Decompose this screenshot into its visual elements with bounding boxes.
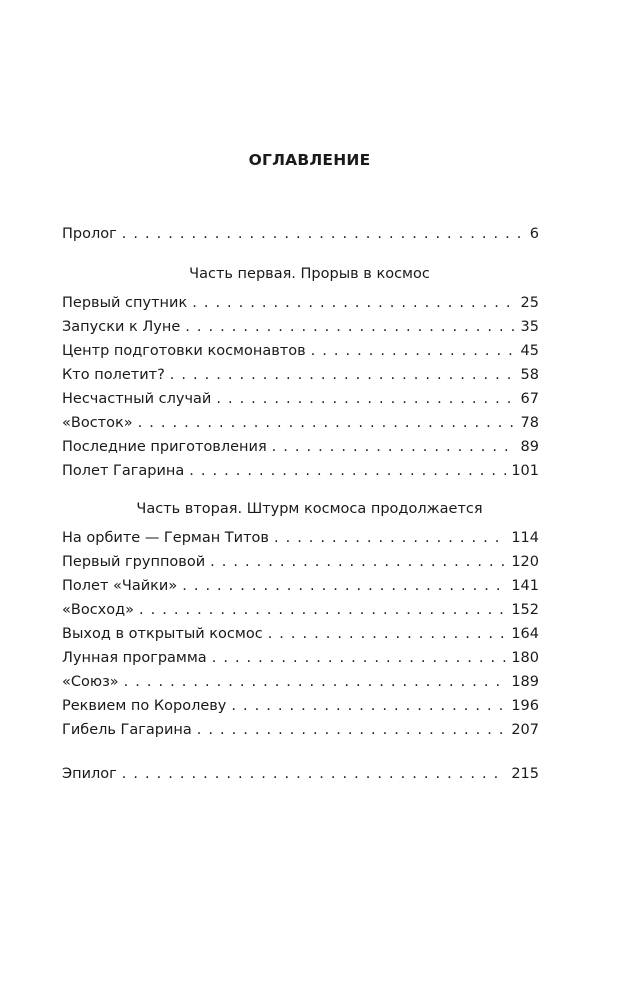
- dot-leader: [122, 222, 525, 246]
- entry-label: На орбите — Герман Титов: [62, 530, 269, 546]
- toc-entry[interactable]: [62, 339, 539, 363]
- entry-label: Лунная программа: [62, 650, 207, 666]
- entry-page-number: 101: [511, 463, 539, 479]
- entry-page-number: 207: [511, 722, 539, 738]
- dot-leader: [192, 291, 515, 315]
- dot-leader: [216, 387, 515, 411]
- dot-leader: [122, 762, 507, 786]
- dot-leader: [212, 646, 507, 670]
- entry-page-number: 215: [511, 766, 539, 782]
- entry-page-number: 120: [511, 554, 539, 570]
- dot-leader: [182, 574, 506, 598]
- dot-leader: [197, 718, 507, 742]
- toc-entry[interactable]: [62, 387, 539, 411]
- toc-entry[interactable]: [62, 598, 539, 622]
- entry-label: Первый спутник: [62, 295, 188, 311]
- dot-leader: [210, 550, 506, 574]
- entry-label: Последние приготовления: [62, 439, 267, 455]
- part-heading-2: Часть вторая. Штурм космоса продолжается: [136, 501, 483, 517]
- toc-entry-prologue[interactable]: [62, 222, 539, 246]
- entry-label: Реквием по Королеву: [62, 698, 227, 714]
- toc-entry[interactable]: [62, 526, 539, 550]
- dot-leader: [138, 411, 516, 435]
- entry-label: Запуски к Луне: [62, 319, 181, 335]
- toc-entry[interactable]: [62, 718, 539, 742]
- dot-leader: [231, 694, 506, 718]
- entry-label: Полет «Чайки»: [62, 578, 178, 594]
- entry-label: Гибель Гагарина: [62, 722, 192, 738]
- entry-label: Кто полетит?: [62, 367, 165, 383]
- entry-label: Выход в открытый космос: [62, 626, 263, 642]
- entry-page-number: 196: [511, 698, 539, 714]
- page-title: ОГЛАВЛЕНИЕ: [248, 151, 371, 169]
- dot-leader: [189, 459, 506, 483]
- toc-entry[interactable]: [62, 315, 539, 339]
- dot-leader: [124, 670, 507, 694]
- entry-page-number: 114: [511, 530, 539, 546]
- entry-label: Центр подготовки космонавтов: [62, 343, 306, 359]
- entry-label: Пролог: [62, 226, 117, 242]
- entry-page-number: 89: [520, 439, 539, 455]
- entry-label: Несчастный случай: [62, 391, 212, 407]
- toc-entry-epilogue[interactable]: [62, 762, 539, 786]
- toc-entry[interactable]: [62, 291, 539, 315]
- entry-label: «Восход»: [62, 602, 135, 618]
- entry-page-number: 180: [511, 650, 539, 666]
- dot-leader: [268, 622, 507, 646]
- entry-label: Эпилог: [62, 766, 117, 782]
- entry-page-number: 45: [520, 343, 539, 359]
- dot-leader: [170, 363, 516, 387]
- entry-page-number: 25: [520, 295, 539, 311]
- entry-label: «Восток»: [62, 415, 133, 431]
- entry-page-number: 35: [520, 319, 539, 335]
- entry-page-number: 141: [511, 578, 539, 594]
- toc-entry[interactable]: [62, 670, 539, 694]
- dot-leader: [185, 315, 515, 339]
- entry-label: Полет Гагарина: [62, 463, 185, 479]
- toc-entry[interactable]: [62, 459, 539, 483]
- dot-leader: [311, 339, 516, 363]
- entry-page-number: 6: [529, 226, 539, 242]
- toc-entry[interactable]: [62, 646, 539, 670]
- dot-leader: [274, 526, 506, 550]
- entry-page-number: 189: [511, 674, 539, 690]
- entry-page-number: 164: [511, 626, 539, 642]
- toc-entry[interactable]: [62, 622, 539, 646]
- toc-entry[interactable]: [62, 363, 539, 387]
- toc-entry[interactable]: [62, 574, 539, 598]
- entry-page-number: 67: [520, 391, 539, 407]
- dot-leader: [139, 598, 506, 622]
- entry-label: «Союз»: [62, 674, 119, 690]
- toc-entry[interactable]: [62, 694, 539, 718]
- toc-entry[interactable]: [62, 411, 539, 435]
- entry-page-number: 58: [520, 367, 539, 383]
- entry-label: Первый групповой: [62, 554, 206, 570]
- entry-page-number: 78: [520, 415, 539, 431]
- toc-entry[interactable]: [62, 550, 539, 574]
- entry-page-number: 152: [511, 602, 539, 618]
- dot-leader: [272, 435, 516, 459]
- toc-entry[interactable]: [62, 435, 539, 459]
- part-heading-1: Часть первая. Прорыв в космос: [189, 266, 430, 282]
